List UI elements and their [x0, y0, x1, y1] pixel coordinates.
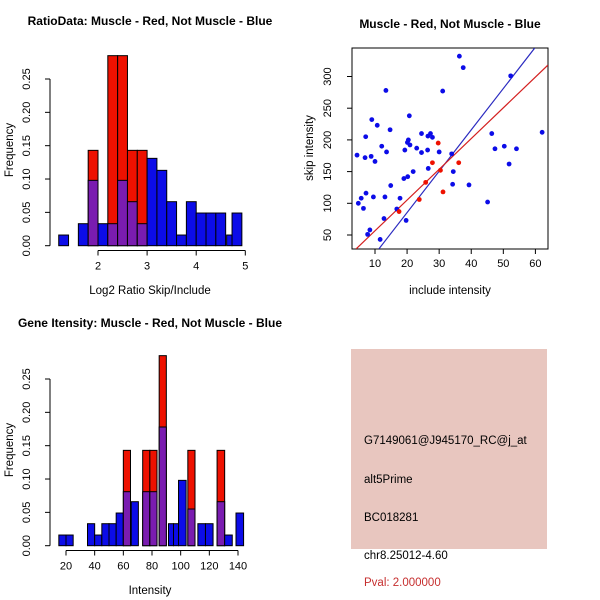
bar-overlap	[188, 509, 195, 546]
gene-histogram-title: Gene Itensity: Muscle - Red, Not Muscle - Blue	[17, 316, 283, 330]
pval-text: Pval: 2.000000	[364, 577, 441, 589]
red-point	[438, 168, 443, 173]
ratio-histogram-plot	[0, 0, 300, 300]
blue-point	[388, 127, 393, 132]
probe-id-text: G7149061@J945170_RC@j_at	[364, 435, 527, 447]
bar-overlap	[159, 427, 166, 546]
bar-blue	[236, 513, 244, 546]
ratio-histogram-xlabel: Log2 Ratio Skip/Include	[89, 285, 211, 297]
x-tick-label: 20	[400, 258, 414, 270]
y-tick-label: 0.05	[21, 201, 33, 224]
blue-point	[369, 117, 374, 122]
scatter-title: Muscle - Red, Not Muscle - Blue	[359, 17, 541, 31]
blue-point	[508, 73, 513, 78]
bar-blue	[179, 480, 187, 545]
bar-blue	[168, 524, 173, 546]
x-tick-label: 50	[497, 258, 510, 270]
blue-point	[493, 146, 498, 151]
x-tick-label: 30	[433, 258, 446, 270]
gene-histogram-ylabel: Frequency	[4, 422, 16, 478]
red-point	[397, 209, 402, 214]
bar-blue	[59, 535, 66, 546]
blue-point	[450, 182, 455, 187]
bar-red	[108, 56, 118, 246]
scatter-ylabel: skip intensity	[304, 115, 316, 181]
bar-overlap	[118, 180, 128, 245]
panel-gene-intensity-histogram	[0, 300, 300, 600]
gene-intensity-histogram-plot	[0, 300, 300, 600]
y-tick-label: 200	[322, 130, 334, 150]
blue-point	[419, 150, 424, 155]
x-tick-label: 4	[193, 260, 200, 273]
bar-blue	[186, 202, 196, 246]
red-point	[436, 141, 441, 146]
x-tick-label: 20	[59, 560, 73, 573]
blue-point	[369, 154, 374, 159]
y-tick-label: 0.00	[21, 234, 33, 257]
red-point	[423, 180, 428, 185]
blue-point	[451, 169, 456, 174]
bar-blue	[232, 213, 242, 246]
red-point	[417, 197, 422, 202]
accession-text: BC018281	[364, 512, 419, 524]
blue-point	[379, 144, 384, 149]
blue-point	[437, 150, 442, 155]
bar-blue	[227, 235, 232, 246]
blue-point	[540, 130, 545, 135]
bar-blue	[198, 524, 206, 546]
y-tick-label: 0.25	[21, 368, 33, 390]
bar-blue	[78, 224, 88, 246]
blue-point	[461, 65, 466, 70]
y-tick-label: 0.15	[21, 434, 33, 457]
blue-point	[405, 174, 410, 179]
red-point	[430, 160, 435, 165]
blue-point	[408, 143, 413, 148]
blue-point	[367, 228, 372, 233]
blue-point	[407, 113, 412, 118]
blue-point	[356, 201, 361, 206]
bar-blue	[59, 235, 69, 246]
bar-blue	[177, 235, 187, 246]
bar-blue	[116, 513, 123, 546]
probe-info-box	[351, 349, 547, 589]
bar-overlap	[143, 492, 150, 546]
x-tick-label: 80	[145, 560, 159, 573]
x-tick-label: 60	[529, 258, 542, 270]
blue-point	[364, 191, 369, 196]
x-tick-label: 140	[228, 560, 248, 573]
y-tick-label: 50	[322, 228, 334, 242]
bar-blue	[109, 524, 116, 546]
bar-overlap	[150, 492, 157, 546]
blue-point	[449, 151, 454, 156]
blue-point	[404, 218, 409, 223]
bar-overlap	[137, 224, 147, 246]
blue-point	[378, 237, 383, 242]
intensity-scatter-plot	[300, 0, 600, 300]
y-tick-label: 100	[322, 194, 334, 213]
ratio-histogram-ylabel: Frequency	[4, 122, 16, 178]
x-tick-label: 60	[117, 560, 130, 573]
x-tick-label: 40	[88, 560, 101, 573]
y-tick-label: 250	[322, 99, 334, 118]
bar-blue	[131, 502, 138, 546]
blue-point	[426, 166, 431, 171]
ratio-histogram-title: RatioData: Muscle - Red, Not Muscle - Blue	[27, 14, 273, 28]
blue-point	[355, 153, 360, 158]
x-tick-label: 120	[200, 560, 219, 573]
x-tick-label: 2	[94, 260, 102, 273]
blue-point	[371, 195, 376, 200]
red-fit-line	[356, 65, 548, 249]
bar-blue	[174, 524, 179, 546]
x-tick-label: 3	[144, 260, 151, 273]
bar-blue	[102, 524, 109, 546]
x-tick-label: 5	[242, 260, 249, 273]
bar-blue	[196, 213, 206, 246]
y-tick-label: 0.15	[21, 134, 33, 157]
y-tick-label: 150	[322, 162, 334, 181]
bar-blue	[157, 170, 167, 245]
y-tick-label: 0.10	[21, 168, 33, 190]
blue-point	[375, 123, 380, 128]
blue-point	[502, 144, 507, 149]
blue-point	[414, 146, 419, 151]
blue-point	[457, 54, 462, 59]
bar-overlap	[108, 224, 118, 246]
blue-point	[419, 131, 424, 136]
bar-blue	[98, 224, 108, 246]
bar-blue	[206, 213, 216, 246]
bar-blue	[205, 524, 213, 546]
bar-overlap	[88, 180, 98, 245]
bar-overlap	[123, 492, 130, 546]
x-tick-label: 10	[368, 258, 382, 270]
bar-blue	[216, 213, 226, 246]
blue-point	[361, 206, 366, 211]
bar-blue	[66, 535, 73, 546]
panel-probe-info	[300, 300, 600, 600]
x-tick-label: 100	[171, 560, 190, 573]
blue-point	[384, 88, 389, 93]
y-tick-label: 0.10	[21, 468, 33, 490]
x-tick-label: 40	[465, 258, 478, 270]
y-tick-label: 300	[322, 67, 334, 86]
blue-point	[425, 148, 430, 153]
blue-point	[489, 131, 494, 136]
splice-type-text: alt5Prime	[364, 474, 413, 486]
blue-point	[363, 155, 368, 160]
bar-blue	[88, 524, 95, 546]
panel-ratio-histogram	[0, 0, 300, 300]
blue-point	[485, 200, 490, 205]
bar-blue	[95, 535, 102, 546]
bar-overlap	[217, 502, 225, 546]
blue-point	[507, 162, 512, 167]
blue-point	[411, 169, 416, 174]
bar-blue	[225, 535, 233, 546]
blue-point	[514, 146, 519, 151]
blue-point	[406, 138, 411, 143]
chromosome-location-text: chr8.25012-4.60	[364, 550, 448, 562]
blue-point	[383, 195, 388, 200]
blue-point	[373, 159, 378, 164]
gene-histogram-xlabel: Intensity	[128, 585, 172, 597]
blue-point	[382, 216, 387, 221]
blue-point	[384, 150, 389, 155]
blue-point	[388, 183, 393, 188]
y-tick-label: 0.00	[21, 534, 33, 557]
scatter-xlabel: include intensity	[409, 285, 491, 297]
blue-point	[430, 135, 435, 140]
red-point	[456, 160, 461, 165]
bar-overlap	[127, 202, 137, 246]
red-point	[441, 189, 446, 194]
y-tick-label: 0.05	[21, 501, 33, 524]
blue-point	[363, 134, 368, 139]
blue-point	[402, 148, 407, 153]
bar-blue	[147, 158, 157, 245]
blue-point	[365, 232, 370, 237]
blue-point	[359, 196, 364, 201]
blue-point	[440, 89, 445, 94]
blue-point	[467, 183, 472, 188]
y-tick-label: 0.25	[21, 68, 33, 90]
bar-blue	[167, 202, 177, 246]
y-tick-label: 0.20	[21, 101, 33, 124]
blue-point	[398, 196, 403, 201]
panel-intensity-scatter	[300, 0, 600, 300]
y-tick-label: 0.20	[21, 401, 33, 424]
